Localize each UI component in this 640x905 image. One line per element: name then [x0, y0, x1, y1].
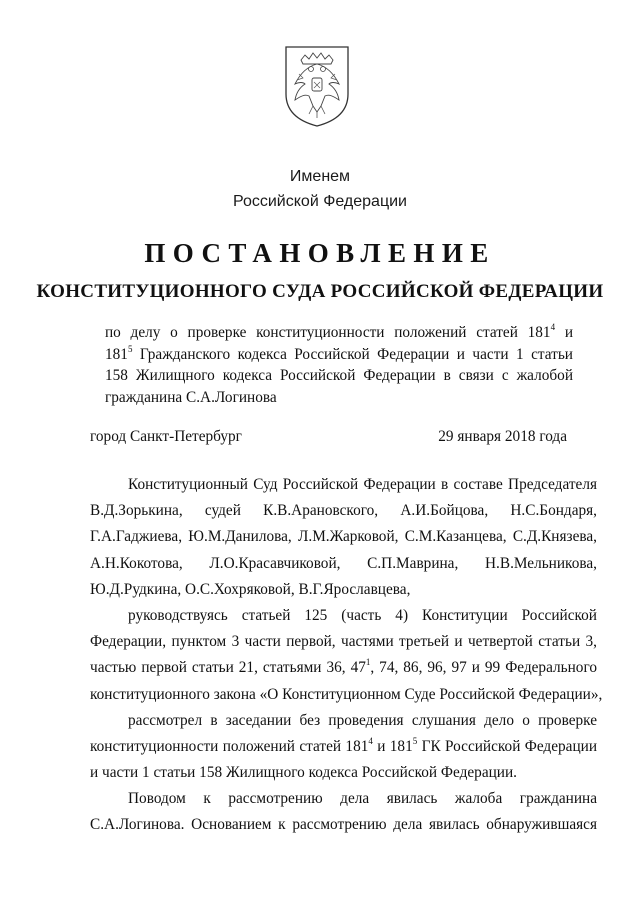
body-line: рассмотрел в заседании без проведения слушания дело о проверке — [128, 711, 597, 729]
body-line: частью первой статьи 21, статьями 36, $47^1$, 74, 86, 96, 97 и 99 Федерального — [90, 657, 597, 677]
coat-of-arms-emblem — [283, 44, 351, 128]
body-line: конституционности положений статей $181^4$ и $181^5$ ГК Российской Федерации — [90, 735, 597, 755]
subject-line-3: 158 Жилищного кодекса Российской Федерации в связи с жалобой — [105, 367, 573, 384]
heading-in-the-name-of: Именем — [289, 168, 351, 185]
body-line: руководствуясь статьей 125 (часть 4) Конституции Российской — [128, 606, 597, 624]
subject-line-4: гражданина С.А.Логинова — [105, 388, 277, 406]
body-line: Федерации, пунктом 3 части первой, частями третьей и четвертой статьи 3, — [90, 633, 597, 651]
case-subject — [105, 322, 573, 408]
body-line: С.А.Логинова. Основанием к рассмотрению дела явилась обнаружившаяся — [90, 816, 597, 834]
body-line: А.Н.Кокотова, Л.О.Красавчиковой, С.П.Маврина, Н.В.Мельникова, — [90, 554, 597, 572]
body-line: Ю.Д.Рудкина, О.С.Хохряковой, В.Г.Ярославцева, — [90, 580, 411, 598]
subject-line-1: по делу о проверке конституционности положений статей $181^4$ и — [105, 322, 574, 341]
subject-line-2: $181^5$ Гражданского кодекса Российской Федерации и части 1 статьи — [105, 343, 573, 363]
document-body — [90, 472, 603, 839]
decision-date: 29 января 2018 года — [438, 428, 567, 445]
body-line: Конституционный Суд Российской Федерации в составе Председателя — [128, 476, 597, 493]
place-of-decision: город Санкт-Петербург — [90, 428, 242, 445]
body-line: и части 1 статьи 158 Жилищного кодекса Российской Федерации. — [90, 764, 517, 782]
body-line: В.Д.Зорькина, судей К.В.Арановского, А.И.Бойцова, Н.С.Бондаря, — [90, 502, 597, 520]
court-name: КОНСТИТУЦИОННОГО СУДА РОССИЙСКОЙ ФЕДЕРАЦИИ — [36, 281, 604, 302]
body-line: Поводом к рассмотрению дела явилась жалоба гражданина — [128, 790, 597, 808]
document-title: ПОСТАНОВЛЕНИЕ — [144, 238, 496, 268]
heading-russian-federation: Российской Федерации — [233, 193, 407, 210]
body-line: Г.А.Гаджиева, Ю.М.Данилова, Л.М.Жарковой, С.М.Казанцева, С.Д.Князева, — [90, 528, 597, 546]
body-line: конституционного закона «О Конституционном Суде Российской Федерации», — [90, 685, 603, 703]
